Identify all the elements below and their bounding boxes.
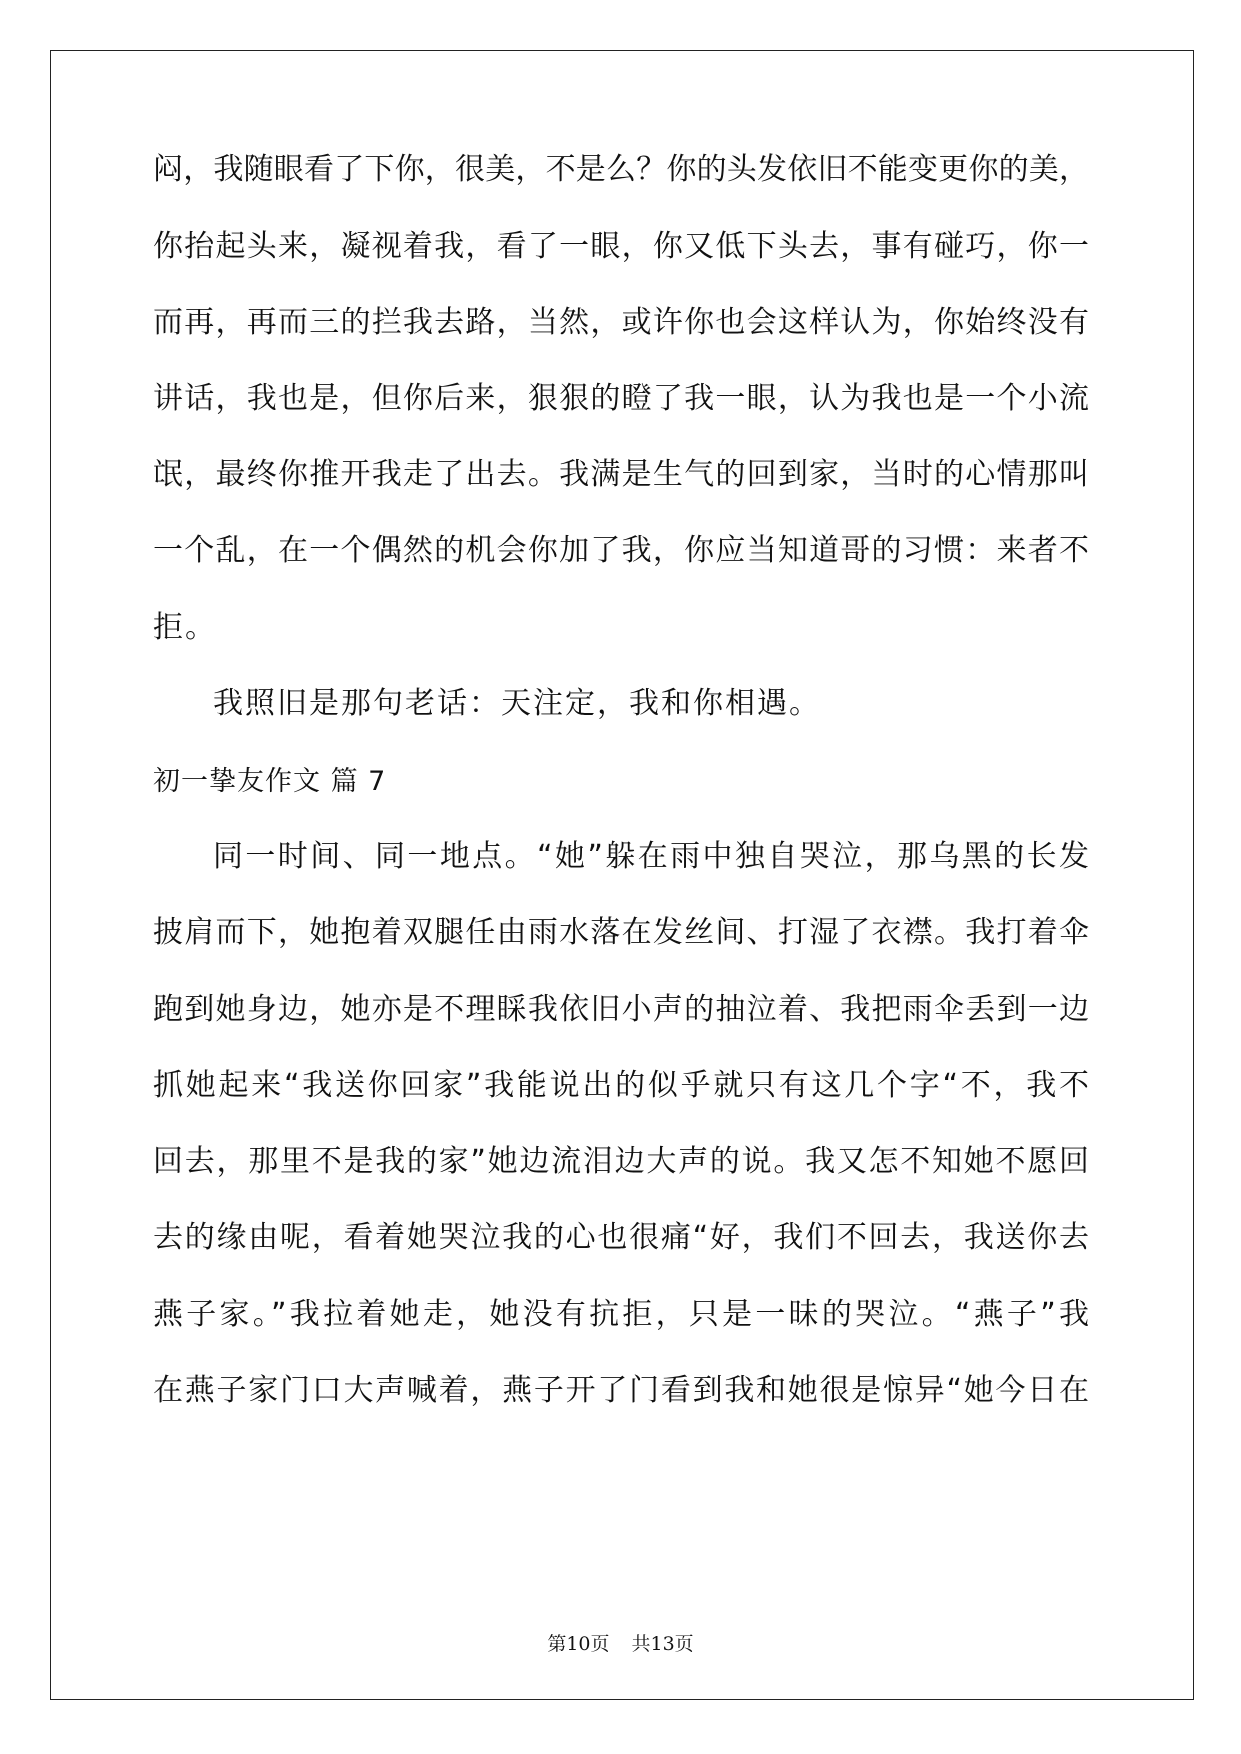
paragraph-line: 披肩而下，她抱着双腿任由雨水落在发丝间、打湿了衣襟。我打着伞 bbox=[153, 915, 1089, 950]
paragraph-line: 讲话，我也是，但你后来，狠狠的瞪了我一眼，认为我也是一个小流 bbox=[153, 381, 1089, 416]
paragraph-line: 同一时间、同一地点。“她”躲在雨中独自哭泣，那乌黑的长发 bbox=[213, 839, 1089, 874]
paragraph-line: 拒。 bbox=[153, 610, 217, 645]
paragraph-line: 一个乱，在一个偶然的机会你加了我，你应当知道哥的习惯：来者不 bbox=[153, 533, 1089, 568]
paragraph-line: 燕子家。”我拉着她走，她没有抗拒，只是一昧的哭泣。“燕子”我 bbox=[153, 1297, 1089, 1332]
page-total: 共13页 bbox=[631, 1633, 694, 1655]
paragraph-line: 抓她起来“我送你回家”我能说出的似乎就只有这几个字“不，我不 bbox=[153, 1068, 1089, 1103]
paragraph-line: 而再，再而三的拦我去路，当然，或许你也会这样认为，你始终没有 bbox=[153, 305, 1089, 340]
paragraph-line: 你抬起头来，凝视着我，看了一眼，你又低下头去，事有碰巧，你一 bbox=[153, 229, 1089, 264]
paragraph-line: 回去，那里不是我的家”她边流泪边大声的说。我又怎不知她不愿回 bbox=[153, 1144, 1089, 1179]
page-number: 第10页 bbox=[547, 1633, 610, 1655]
paragraph-line: 在燕子家门口大声喊着，燕子开了门看到我和她很是惊异“她今日在 bbox=[153, 1373, 1089, 1408]
paragraph-line: 去的缘由呢，看着她哭泣我的心也很痛“好，我们不回去，我送你去 bbox=[153, 1220, 1089, 1255]
section-heading: 初一挚友作文 篇 7 bbox=[153, 766, 387, 797]
paragraph-line: 我照旧是那句老话：天注定，我和你相遇。 bbox=[213, 686, 821, 721]
paragraph-line: 闷，我随眼看了下你，很美，不是么？你的头发依旧不能变更你的美， bbox=[153, 152, 1089, 187]
paragraph-line: 跑到她身边，她亦是不理睬我依旧小声的抽泣着、我把雨伞丢到一边 bbox=[153, 992, 1089, 1027]
page-footer bbox=[0, 1632, 1241, 1656]
paragraph-line: 氓，最终你推开我走了出去。我满是生气的回到家，当时的心情那叫 bbox=[153, 457, 1089, 492]
